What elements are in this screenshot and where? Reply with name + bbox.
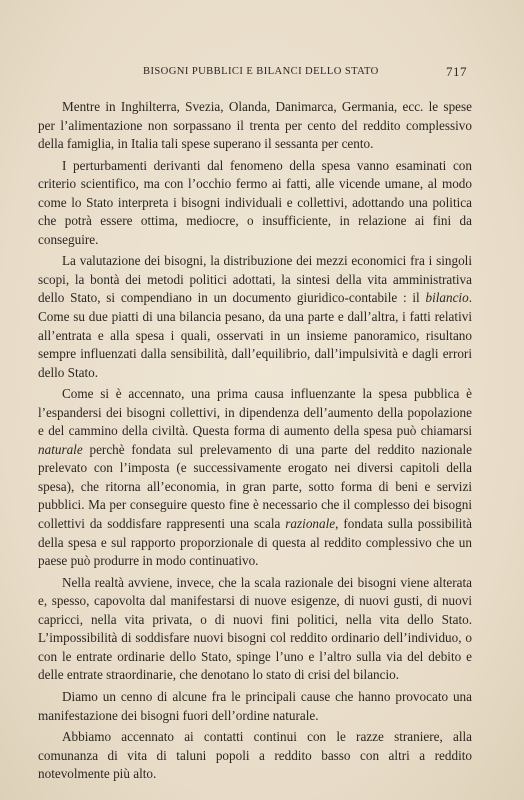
page-header	[0, 66, 524, 82]
paragraph: Diamo un cenno di alcune fra le principali cause che hanno provocato una manifestazione dei bisogni fuori dell’ordine naturale.	[38, 688, 472, 723]
running-title: BISOGNI PUBBLICI E BILANCI DELLO STATO	[143, 66, 379, 77]
italic-term: bilancio	[425, 290, 469, 306]
italic-term: razionale	[285, 516, 336, 532]
paragraph: La valutazione dei bisogni, la distribuzione dei mezzi economici fra i singoli scopi, la bontà dei metodi politici adottati, la sintesi della vita amministrativa dello Stato, si compendiano in un documento giuridico-contabile : il bilancio. Come su due piatti di una bilancia pesano, da una parte e dall’altra, i fatti relativi all’entrata e alla spesa i quali, osservati in un insieme panoramico, risultano sempre influenzati dalla sensibilità, dall’equilibrio, dall’impulsività e dagli errori dello Stato.	[38, 253, 472, 380]
paragraph: Mentre in Inghilterra, Svezia, Olanda, Danimarca, Germania, ecc. le spese per l’alimentazione non sorpassano il trenta per cento del reddito complessivo della famiglia, in Italia tali spese superano il sessanta per cento.	[38, 99, 472, 152]
paragraph: I perturbamenti derivanti dal fenomeno della spesa vanno esaminati con criterio scientifico, ma con l’occhio fermo ai fatti, alle vicende umane, al modo come lo Stato interpreta i bisogni individuali e collettivi, adottando una politica che potrà essere ottima, mediocre, o insufficiente, in relazione ai fini da conseguire.	[38, 157, 472, 247]
paragraph: Abbiamo accennato ai contatti continui con le razze straniere, alla comunanza di vita di taluni popoli a reddito basso con altri a reddito notevolmente più alto.	[38, 729, 472, 782]
italic-term: naturale	[38, 441, 83, 457]
body-text	[38, 98, 472, 787]
page-number: 717	[446, 64, 467, 79]
paragraph: Nella realtà avviene, invece, che la scala razionale dei bisogni viene alterata e, spesso, capovolta dal manifestarsi di nuove esigenze, di nuovi gusti, di nuovi capricci, nella vita privata, o di nuovi fini politici, nella vita dello Stato. L’impossibilità di soddisfare nuovi bisogni col reddito ordinario dell’individuo, o con le entrate ordinarie dello Stato, spinge l’uno e l’altro sulla via del debito e delle entrate straordinarie, che denotano lo stato di crisi del bilancio.	[38, 574, 472, 683]
paragraph: Come si è accennato, una prima causa influenzante la spesa pubblica è l’espandersi dei bisogni collettivi, in dipendenza dell’aumento della popolazione e del cammino della civiltà. Questa forma di aumento della spesa può chiamarsi naturale perchè fondata sul prelevamento di una parte del reddito nazionale prelevato con l’imposta (e successivamente erogato nei diversi capitoli della spesa), che ritorna all’economia, in gran parte, sotto forma di beni e servizi pubblici. Ma per conseguire questo fine è necessario che il complesso dei bisogni collettivi da soddisfare rappresenti una scala razionale, fondata sulla possibilità della spesa e sul rapporto proporzionale di questa al reddito complessivo che un paese può produrre in modo continuativo.	[38, 386, 472, 569]
